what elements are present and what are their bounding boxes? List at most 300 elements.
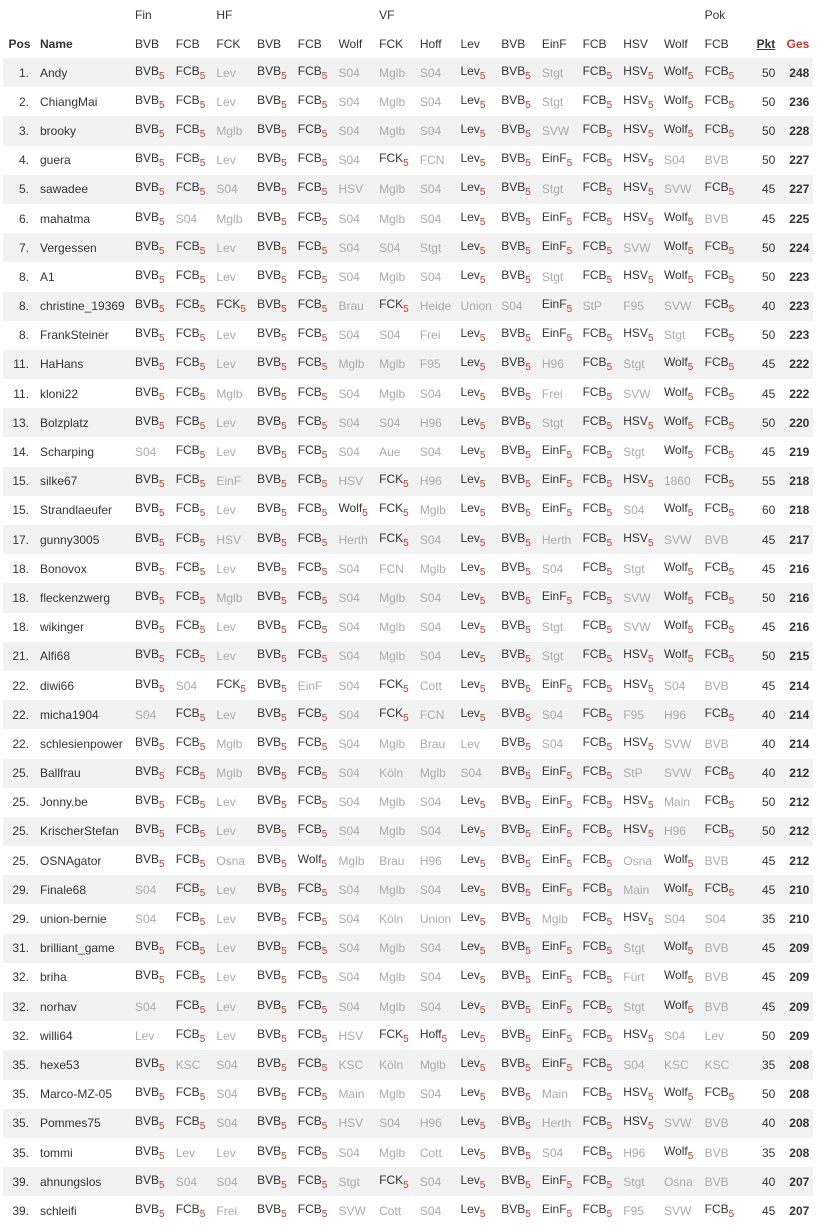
points-indicator: 5: [606, 187, 613, 199]
tip-cell: $BVB_5$: [135, 297, 165, 316]
tip-cell: Mglb: [216, 211, 243, 226]
player-name[interactable]: kloni22: [40, 386, 79, 401]
points-indicator: 5: [199, 654, 206, 666]
points-indicator: 5: [199, 274, 206, 286]
points-indicator: 5: [687, 566, 694, 578]
tip-cell: $BVB_5$: [501, 1143, 531, 1162]
points-indicator: 5: [199, 479, 206, 491]
table-row: [3, 1021, 813, 1050]
rank-position: 8.: [18, 269, 29, 284]
points-indicator: 5: [647, 333, 654, 345]
points-indicator: 5: [281, 1062, 287, 1074]
points-indicator: 5: [281, 450, 287, 462]
tip-cell: H96: [419, 415, 442, 430]
tip-cell: S04: [216, 1087, 238, 1102]
ranking-rows: [3, 58, 813, 1226]
points-indicator: 5: [479, 537, 486, 549]
player-name[interactable]: hexe53: [40, 1057, 80, 1072]
tip-cell: $FCB_5$: [175, 1026, 206, 1045]
tip-cell: Mglb: [379, 182, 406, 197]
round-points: 45: [761, 561, 776, 576]
points-indicator: 5: [606, 800, 613, 812]
tip-cell: $HSV_5$: [623, 209, 654, 228]
tip-cell: Herth: [541, 532, 572, 547]
points-indicator: 5: [321, 1062, 328, 1074]
player-name[interactable]: Marco-MZ-05: [40, 1087, 113, 1102]
tip-cell: Lev$_5$: [460, 121, 486, 140]
tip-cell: BVB: [704, 941, 729, 956]
points-indicator: 5: [281, 858, 287, 870]
tip-cell: $FCB_5$: [704, 588, 735, 607]
tip-cell: SVW: [663, 182, 692, 197]
points-indicator: 5: [159, 216, 165, 228]
tip-cell: $HSV_5$: [623, 910, 654, 929]
pkt-header-link[interactable]: Pkt: [756, 36, 776, 51]
tip-cell: $FCB_5$: [297, 384, 328, 403]
tip-cell: $FCB_5$: [297, 1143, 328, 1162]
player-name[interactable]: Ballfrau: [40, 766, 81, 781]
tip-cell: S04: [419, 1203, 442, 1218]
tip-cell: $BVB_5$: [257, 968, 287, 987]
tip-cell: $FCB_5$: [582, 1085, 613, 1104]
points-indicator: 5: [728, 479, 735, 491]
tip-cell: $FCB_5$: [297, 297, 328, 316]
tip-cell: Lev$_5$: [460, 472, 486, 491]
tip-cell: Stgt: [541, 649, 564, 664]
tip-cell: Wolf$_5$: [663, 851, 694, 870]
tip-cell: Main: [663, 795, 690, 810]
points-indicator: 5: [479, 712, 486, 724]
points-indicator: 5: [606, 274, 613, 286]
points-indicator: 5: [606, 946, 613, 958]
player-name[interactable]: KrischerStefan: [40, 824, 119, 839]
points-indicator: 5: [687, 625, 694, 637]
player-name[interactable]: FrankSteiner: [40, 328, 109, 343]
player-name[interactable]: brilliant_game: [40, 941, 115, 956]
player-name[interactable]: Vergessen: [40, 240, 97, 255]
tip-cell: Stgt: [541, 182, 564, 197]
player-name[interactable]: OSNAgator: [40, 853, 102, 868]
points-indicator: 5: [479, 829, 486, 841]
points-indicator: 5: [403, 508, 409, 520]
tip-cell: KSC: [663, 1057, 689, 1072]
player-name[interactable]: gunny3005: [40, 532, 100, 547]
player-name[interactable]: fleckenzwerg: [40, 590, 111, 605]
tip-cell: Heide: [419, 299, 452, 314]
tip-cell: S04: [419, 445, 442, 460]
tip-cell: $FCB_5$: [175, 793, 206, 812]
tip-cell: $BVB_5$: [501, 851, 531, 870]
points-indicator: 5: [159, 187, 165, 199]
tip-cell: $FCB_5$: [582, 588, 613, 607]
points-indicator: 5: [728, 420, 735, 432]
tip-cell: S04: [216, 1116, 238, 1131]
tip-cell: $BVB_5$: [501, 267, 531, 286]
points-indicator: 5: [281, 771, 287, 783]
player-name[interactable]: diwi66: [40, 678, 75, 693]
match-column-header: FCB: [297, 36, 322, 51]
player-name[interactable]: Bolzplatz: [40, 415, 89, 430]
points-indicator: 5: [728, 625, 735, 637]
points-indicator: 5: [606, 1150, 613, 1162]
points-indicator: 5: [159, 1062, 165, 1074]
tip-cell: $FCK_5$: [216, 297, 246, 316]
points-indicator: 5: [566, 333, 573, 345]
points-indicator: 5: [159, 479, 165, 491]
ranking-table: [3, 0, 813, 1226]
rank-position: 25.: [12, 795, 29, 810]
tip-cell: $FCB_5$: [582, 413, 613, 432]
player-name[interactable]: mahatma: [40, 211, 91, 226]
points-indicator: 5: [159, 99, 165, 111]
tip-cell: F95: [623, 707, 644, 722]
rank-position: 25.: [12, 766, 29, 781]
tip-cell: $FCB_5$: [582, 1143, 613, 1162]
total-points: 209: [789, 1028, 810, 1043]
player-name[interactable]: schleifi: [40, 1203, 77, 1218]
points-indicator: 5: [403, 712, 409, 724]
tip-cell: Lev: [216, 503, 236, 518]
total-points: 224: [789, 240, 810, 255]
points-indicator: 5: [728, 70, 735, 82]
points-indicator: 5: [281, 683, 287, 695]
points-indicator: 5: [525, 274, 531, 286]
player-name[interactable]: Pommes75: [40, 1116, 101, 1131]
tip-cell: SVW: [623, 240, 651, 255]
tip-cell: $BVB_5$: [135, 559, 165, 578]
tip-cell: $FCB_5$: [704, 443, 735, 462]
tip-cell: $FCB_5$: [297, 355, 328, 374]
points-indicator: 5: [321, 800, 328, 812]
tip-cell: H96: [541, 357, 564, 372]
points-indicator: 5: [281, 1208, 287, 1220]
points-indicator: 5: [281, 975, 287, 987]
points-indicator: 5: [159, 333, 165, 345]
points-indicator: 5: [321, 245, 328, 257]
player-name[interactable]: briha: [40, 970, 67, 985]
player-name[interactable]: micha1904: [40, 707, 99, 722]
points-indicator: 5: [687, 975, 694, 987]
points-indicator: 5: [321, 741, 328, 753]
tip-cell: Lev$_5$: [460, 939, 486, 958]
round-points: 45: [761, 970, 776, 985]
table-row: [3, 204, 813, 233]
tip-cell: $FCB_5$: [704, 1201, 735, 1220]
tip-cell: $FCB_5$: [175, 326, 206, 345]
tip-cell: EinF$_5$: [541, 968, 573, 987]
points-indicator: 5: [281, 391, 287, 403]
tip-cell: $BVB_5$: [135, 851, 165, 870]
points-indicator: 5: [566, 771, 573, 783]
player-name[interactable]: Jonny.be: [40, 795, 88, 810]
total-points: 210: [789, 882, 810, 897]
player-name[interactable]: ChiangMai: [40, 94, 98, 109]
points-indicator: 5: [281, 216, 287, 228]
tip-cell: Stgt: [623, 1174, 645, 1189]
tip-cell: $FCB_5$: [297, 151, 328, 170]
points-indicator: 5: [687, 887, 694, 899]
tip-cell: $FCB_5$: [704, 63, 735, 82]
tip-cell: Mglb: [379, 882, 406, 897]
match-column-header: Hoff: [419, 36, 442, 51]
player-name[interactable]: tommi: [40, 1145, 73, 1160]
round-group-row: [3, 0, 813, 29]
tip-cell: BVB: [704, 678, 729, 693]
tip-cell: Lev: [704, 1028, 724, 1043]
tip-cell: Fürt: [623, 970, 645, 985]
points-indicator: 5: [566, 245, 573, 257]
tip-cell: Stgt: [541, 94, 564, 109]
tip-cell: StP: [582, 299, 602, 314]
player-name[interactable]: Scharping: [40, 445, 95, 460]
points-indicator: 5: [566, 450, 573, 462]
tip-cell: SVW: [338, 1203, 366, 1218]
player-name[interactable]: willi64: [40, 1028, 73, 1043]
tip-cell: S04: [501, 299, 523, 314]
tip-cell: S04: [338, 94, 360, 109]
tip-cell: $HSV_5$: [623, 267, 654, 286]
points-indicator: 5: [281, 625, 287, 637]
tip-cell: $BVB_5$: [257, 997, 287, 1016]
points-indicator: 5: [403, 537, 409, 549]
tip-cell: $FCB_5$: [175, 413, 206, 432]
points-indicator: 5: [281, 566, 287, 578]
tip-cell: Wolf$_5$: [663, 501, 694, 520]
round-points: 50: [761, 824, 776, 839]
tip-cell: Lev: [216, 240, 236, 255]
tip-cell: Lev$_5$: [460, 997, 486, 1016]
points-indicator: 5: [159, 274, 165, 286]
table-row: [3, 1109, 813, 1138]
points-indicator: 5: [647, 741, 654, 753]
round-points: 45: [761, 620, 776, 635]
points-indicator: 5: [525, 420, 531, 432]
points-indicator: 5: [159, 128, 165, 140]
points-indicator: 5: [281, 1121, 287, 1133]
points-indicator: 5: [321, 128, 328, 140]
tip-cell: Lev$_5$: [460, 92, 486, 111]
tip-cell: $FCB_5$: [297, 267, 328, 286]
tip-cell: Wolf$_5$: [663, 939, 694, 958]
tip-cell: SVW: [663, 766, 692, 781]
ges-header[interactable]: Ges: [786, 36, 810, 51]
total-points: 208: [789, 1087, 810, 1102]
player-name[interactable]: A1: [40, 269, 55, 284]
points-indicator: 5: [479, 216, 486, 228]
player-name[interactable]: silke67: [40, 474, 78, 489]
total-points: 212: [789, 853, 810, 868]
tip-cell: $BVB_5$: [135, 1143, 165, 1162]
points-indicator: 5: [281, 304, 287, 316]
tip-cell: $BVB_5$: [501, 793, 531, 812]
tip-cell: HSV: [338, 1028, 364, 1043]
points-indicator: 5: [199, 829, 206, 841]
tip-cell: $FCB_5$: [582, 1201, 613, 1220]
tip-cell: Mglb: [541, 912, 568, 927]
tip-cell: Lev$_5$: [460, 384, 486, 403]
tip-cell: S04: [419, 269, 442, 284]
tip-cell: Mglb: [379, 620, 406, 635]
player-name[interactable]: Strandlaeufer: [40, 503, 113, 518]
points-indicator: 5: [728, 595, 735, 607]
points-indicator: 5: [647, 683, 654, 695]
points-indicator: 5: [159, 829, 165, 841]
tip-cell: EinF$_5$: [541, 793, 573, 812]
player-name[interactable]: ahnungslos: [40, 1174, 102, 1189]
tip-cell: BVB: [704, 853, 729, 868]
points-indicator: 5: [728, 508, 735, 520]
tip-cell: $FCB_5$: [582, 63, 613, 82]
player-name[interactable]: sawadee: [40, 182, 89, 197]
points-indicator: 5: [525, 70, 531, 82]
name-header[interactable]: Name: [40, 36, 73, 51]
points-indicator: 5: [281, 741, 287, 753]
tip-cell: $FCB_5$: [297, 530, 328, 549]
points-indicator: 5: [525, 99, 531, 111]
points-indicator: 5: [199, 333, 206, 345]
points-indicator: 5: [321, 450, 328, 462]
tip-cell: $BVB_5$: [501, 180, 531, 199]
tip-cell: SVW: [663, 532, 692, 547]
points-indicator: 5: [321, 362, 328, 374]
tip-cell: $HSV_5$: [623, 1114, 654, 1133]
points-indicator: 5: [687, 946, 694, 958]
points-indicator: 5: [525, 128, 531, 140]
points-indicator: 5: [647, 1121, 654, 1133]
tip-cell: Union: [460, 299, 492, 314]
points-indicator: 5: [606, 99, 613, 111]
player-name[interactable]: schlesienpower: [40, 736, 123, 751]
tip-cell: EinF$_5$: [541, 326, 573, 345]
tip-cell: $FCB_5$: [175, 1085, 206, 1104]
tip-cell: EinF$_5$: [541, 1055, 573, 1074]
points-indicator: 5: [199, 771, 206, 783]
total-points: 236: [789, 94, 810, 109]
table-row: [3, 992, 813, 1021]
points-indicator: 5: [606, 420, 613, 432]
rank-position: 39.: [12, 1174, 29, 1189]
player-name[interactable]: union-bernie: [40, 912, 107, 927]
player-name[interactable]: christine_19369: [40, 299, 125, 314]
points-indicator: 5: [403, 683, 409, 695]
points-indicator: 5: [321, 858, 328, 870]
points-indicator: 5: [728, 450, 735, 462]
tip-cell: BVB: [704, 1174, 729, 1189]
player-name[interactable]: Bonovox: [40, 561, 87, 576]
group-spacer: [745, 0, 779, 29]
tip-cell: H96: [663, 824, 686, 839]
round-points: 45: [761, 999, 776, 1014]
tip-cell: S04: [419, 824, 442, 839]
tip-cell: Mglb: [216, 590, 243, 605]
points-indicator: 5: [159, 508, 165, 520]
rank-position: 35.: [12, 1057, 29, 1072]
points-indicator: 5: [606, 1033, 613, 1045]
tip-cell: $FCB_5$: [175, 92, 206, 111]
tip-cell: $BVB_5$: [501, 822, 531, 841]
table-row: [3, 904, 813, 933]
player-name[interactable]: Finale68: [40, 882, 87, 897]
tip-cell: $FCB_5$: [175, 267, 206, 286]
pos-header[interactable]: Pos: [8, 36, 31, 51]
tip-cell: EinF: [297, 678, 323, 693]
tip-cell: $FCB_5$: [175, 443, 206, 462]
tip-cell: $FCB_5$: [175, 1114, 206, 1133]
tip-cell: S04: [338, 649, 360, 664]
points-indicator: 5: [525, 537, 531, 549]
tip-cell: Mglb: [379, 123, 406, 138]
table-row: [3, 875, 813, 904]
points-indicator: 5: [606, 333, 613, 345]
tip-cell: S04: [379, 240, 401, 255]
points-indicator: 5: [566, 216, 573, 228]
player-name[interactable]: Alfi68: [40, 649, 71, 664]
points-indicator: 5: [525, 946, 531, 958]
player-name[interactable]: guera: [40, 153, 71, 168]
points-indicator: 5: [159, 1150, 165, 1162]
tip-cell: Lev: [216, 561, 236, 576]
tip-cell: $FCB_5$: [582, 501, 613, 520]
tip-cell: $BVB_5$: [257, 1114, 287, 1133]
points-indicator: 5: [687, 654, 694, 666]
tip-cell: $HSV_5$: [623, 63, 654, 82]
tip-cell: Wolf$_5$: [663, 588, 694, 607]
table-row: [3, 146, 813, 175]
points-indicator: 5: [606, 216, 613, 228]
tip-cell: $FCB_5$: [297, 1114, 328, 1133]
player-name[interactable]: HaHans: [40, 357, 84, 372]
tip-cell: Mglb: [379, 824, 406, 839]
tip-cell: KSC: [338, 1057, 364, 1072]
rank-position: 4.: [18, 153, 29, 168]
player-name[interactable]: wikinger: [40, 620, 85, 635]
tip-cell: $BVB_5$: [135, 530, 165, 549]
tip-cell: $FCB_5$: [704, 822, 735, 841]
points-indicator: 5: [403, 479, 409, 491]
tip-cell: $FCB_5$: [297, 472, 328, 491]
round-points: 40: [761, 1116, 776, 1131]
tip-cell: $BVB_5$: [257, 618, 287, 637]
tip-cell: Lev$_5$: [460, 793, 486, 812]
tip-cell: $FCB_5$: [582, 968, 613, 987]
points-indicator: 5: [566, 946, 573, 958]
tip-cell: $FCK_5$: [379, 472, 409, 491]
tip-cell: $BVB_5$: [257, 734, 287, 753]
tip-cell: $BVB_5$: [501, 443, 531, 462]
tip-cell: $FCB_5$: [582, 822, 613, 841]
points-indicator: 5: [525, 887, 531, 899]
points-indicator: 5: [199, 450, 206, 462]
tip-cell: Lev$_5$: [460, 705, 486, 724]
player-name[interactable]: norhav: [40, 999, 77, 1014]
points-indicator: 5: [525, 1150, 531, 1162]
tip-cell: $BVB_5$: [501, 734, 531, 753]
player-name[interactable]: brooky: [40, 123, 77, 138]
tip-cell: $FCB_5$: [175, 121, 206, 140]
tip-cell: $BVB_5$: [501, 880, 531, 899]
tip-cell: EinF$_5$: [541, 822, 573, 841]
points-indicator: 5: [199, 99, 206, 111]
tip-cell: $FCB_5$: [704, 880, 735, 899]
rank-position: 2.: [18, 94, 29, 109]
player-name[interactable]: Andy: [40, 65, 68, 80]
tip-cell: S04: [419, 970, 442, 985]
points-indicator: 5: [647, 654, 654, 666]
tip-cell: Wolf$_5$: [663, 618, 694, 637]
rank-position: 18.: [12, 620, 29, 635]
tip-cell: $BVB_5$: [257, 793, 287, 812]
rank-position: 6.: [18, 211, 29, 226]
